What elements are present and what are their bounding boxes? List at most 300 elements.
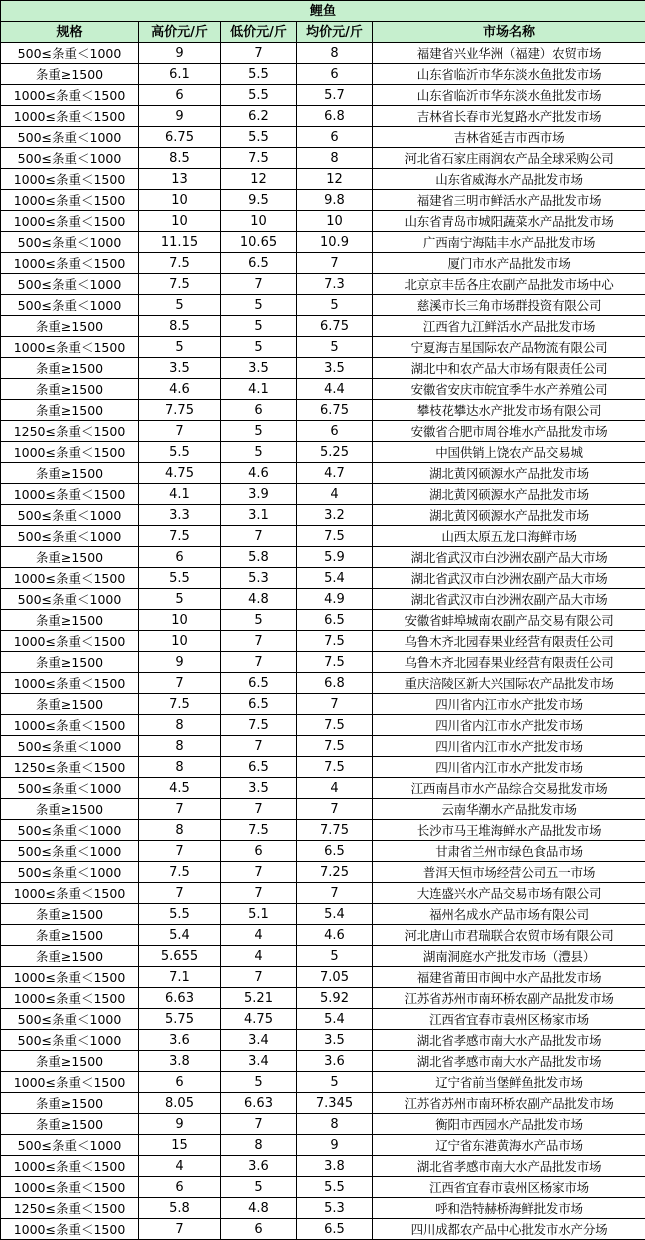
- avg-price-cell: 7.05: [297, 967, 373, 988]
- low-price-cell: 6.5: [221, 694, 297, 715]
- spec-cell: 条重≥1500: [1, 547, 139, 568]
- spec-cell: 条重≥1500: [1, 316, 139, 337]
- low-price-cell: 7: [221, 526, 297, 547]
- low-price-cell: 7.5: [221, 715, 297, 736]
- avg-price-cell: 7.75: [297, 820, 373, 841]
- spec-cell: 1000≤条重＜1500: [1, 1156, 139, 1177]
- avg-price-cell: 5: [297, 1072, 373, 1093]
- low-price-cell: 4.1: [221, 379, 297, 400]
- avg-price-cell: 4: [297, 484, 373, 505]
- high-price-cell: 7.5: [139, 694, 221, 715]
- market-name-cell: 湖北中和农产品大市场有限责任公司: [373, 358, 645, 379]
- avg-price-cell: 3.6: [297, 1051, 373, 1072]
- spec-cell: 500≤条重＜1000: [1, 1030, 139, 1051]
- market-name-cell: 湖北省武汉市白沙洲农副产品大市场: [373, 568, 645, 589]
- avg-price-cell: 7.5: [297, 652, 373, 673]
- high-price-cell: 6.75: [139, 127, 221, 148]
- high-price-cell: 6: [139, 1072, 221, 1093]
- table-row: [1, 442, 645, 463]
- high-price-cell: 3.6: [139, 1030, 221, 1051]
- high-price-cell: 5: [139, 337, 221, 358]
- table-row: [1, 589, 645, 610]
- market-name-cell: 大连盛兴水产品交易市场有限公司: [373, 883, 645, 904]
- high-price-cell: 5.655: [139, 946, 221, 967]
- low-price-cell: 5: [221, 610, 297, 631]
- market-name-cell: 山东省临沂市华东淡水鱼批发市场: [373, 64, 645, 85]
- spec-cell: 条重≥1500: [1, 64, 139, 85]
- table-row: [1, 253, 645, 274]
- market-name-cell: 衡阳市西园水产品批发市场: [373, 1114, 645, 1135]
- low-price-cell: 5.8: [221, 547, 297, 568]
- spec-cell: 500≤条重＜1000: [1, 526, 139, 547]
- high-price-cell: 7.5: [139, 862, 221, 883]
- table-row: [1, 967, 645, 988]
- high-price-cell: 7.5: [139, 253, 221, 274]
- avg-price-cell: 6: [297, 421, 373, 442]
- table-row: [1, 463, 645, 484]
- avg-price-cell: 7.5: [297, 736, 373, 757]
- market-name-cell: 乌鲁木齐北园春果业经营有限责任公司: [373, 631, 645, 652]
- market-name-cell: 厦门市水产品批发市场: [373, 253, 645, 274]
- high-price-cell: 9: [139, 106, 221, 127]
- spec-cell: 500≤条重＜1000: [1, 778, 139, 799]
- low-price-cell: 6: [221, 1219, 297, 1240]
- avg-price-cell: 3.5: [297, 1030, 373, 1051]
- high-price-cell: 7: [139, 883, 221, 904]
- avg-price-cell: 6.75: [297, 316, 373, 337]
- avg-price-cell: 3.8: [297, 1156, 373, 1177]
- low-price-cell: 6: [221, 841, 297, 862]
- spec-cell: 1000≤条重＜1500: [1, 988, 139, 1009]
- low-price-cell: 5: [221, 421, 297, 442]
- avg-price-cell: 7.25: [297, 862, 373, 883]
- spec-cell: 1250≤条重＜1500: [1, 1198, 139, 1219]
- high-price-cell: 8.5: [139, 148, 221, 169]
- spec-cell: 500≤条重＜1000: [1, 295, 139, 316]
- avg-price-cell: 9: [297, 1135, 373, 1156]
- low-price-cell: 7: [221, 43, 297, 64]
- table-row: [1, 736, 645, 757]
- spec-cell: 1000≤条重＜1500: [1, 169, 139, 190]
- table-row: [1, 652, 645, 673]
- avg-price-cell: 10: [297, 211, 373, 232]
- avg-price-cell: 4.4: [297, 379, 373, 400]
- market-name-cell: 吉林省长春市光复路水产批发市场: [373, 106, 645, 127]
- high-price-cell: 3.8: [139, 1051, 221, 1072]
- avg-price-cell: 5: [297, 337, 373, 358]
- table-row: [1, 1156, 645, 1177]
- low-price-cell: 3.4: [221, 1030, 297, 1051]
- avg-price-cell: 5.9: [297, 547, 373, 568]
- market-name-cell: 福建省莆田市闽中水产品批发市场: [373, 967, 645, 988]
- avg-price-cell: 5.4: [297, 1009, 373, 1030]
- table-row: [1, 1114, 645, 1135]
- table-row: [1, 988, 645, 1009]
- spec-cell: 1000≤条重＜1500: [1, 1177, 139, 1198]
- table-title: 鲤鱼: [1, 1, 645, 22]
- spec-cell: 500≤条重＜1000: [1, 736, 139, 757]
- high-price-cell: 8: [139, 715, 221, 736]
- avg-price-cell: 6.75: [297, 400, 373, 421]
- spec-cell: 条重≥1500: [1, 946, 139, 967]
- spec-cell: 1000≤条重＜1500: [1, 673, 139, 694]
- market-name-cell: 普洱天恒市场经营公司五一市场: [373, 862, 645, 883]
- spec-cell: 1000≤条重＜1500: [1, 967, 139, 988]
- low-price-cell: 7.5: [221, 148, 297, 169]
- low-price-cell: 7: [221, 862, 297, 883]
- table-row: [1, 1177, 645, 1198]
- spec-cell: 500≤条重＜1000: [1, 1009, 139, 1030]
- low-price-cell: 7: [221, 967, 297, 988]
- table-row: [1, 631, 645, 652]
- table-row: [1, 274, 645, 295]
- table-row: [1, 841, 645, 862]
- market-name-cell: 湖北省孝感市南大水产品批发市场: [373, 1051, 645, 1072]
- avg-price-cell: 5.7: [297, 85, 373, 106]
- high-price-cell: 10: [139, 631, 221, 652]
- low-price-cell: 5: [221, 337, 297, 358]
- spec-cell: 条重≥1500: [1, 694, 139, 715]
- market-name-cell: 重庆涪陵区新大兴国际农产品批发市场: [373, 673, 645, 694]
- column-header-avg-price: 均价元/斤: [297, 22, 373, 43]
- table-row: [1, 547, 645, 568]
- high-price-cell: 8.05: [139, 1093, 221, 1114]
- spec-cell: 1000≤条重＜1500: [1, 106, 139, 127]
- avg-price-cell: 6: [297, 64, 373, 85]
- market-name-cell: 辽宁省前当堡鲜鱼批发市场: [373, 1072, 645, 1093]
- spec-cell: 条重≥1500: [1, 1114, 139, 1135]
- avg-price-cell: 6.5: [297, 841, 373, 862]
- high-price-cell: 4.1: [139, 484, 221, 505]
- market-name-cell: 湖北黄冈硕源水产品批发市场: [373, 463, 645, 484]
- table-row: [1, 43, 645, 64]
- spec-cell: 500≤条重＜1000: [1, 43, 139, 64]
- title-row: [1, 1, 645, 22]
- avg-price-cell: 6.8: [297, 673, 373, 694]
- table-row: [1, 211, 645, 232]
- avg-price-cell: 5: [297, 295, 373, 316]
- low-price-cell: 4: [221, 925, 297, 946]
- low-price-cell: 5: [221, 1177, 297, 1198]
- table-row: [1, 64, 645, 85]
- avg-price-cell: 4.6: [297, 925, 373, 946]
- avg-price-cell: 5.5: [297, 1177, 373, 1198]
- avg-price-cell: 7.345: [297, 1093, 373, 1114]
- high-price-cell: 5: [139, 295, 221, 316]
- table-row: [1, 106, 645, 127]
- market-name-cell: 山东省威海水产品批发市场: [373, 169, 645, 190]
- low-price-cell: 7: [221, 799, 297, 820]
- high-price-cell: 7.1: [139, 967, 221, 988]
- high-price-cell: 11.15: [139, 232, 221, 253]
- avg-price-cell: 7: [297, 799, 373, 820]
- high-price-cell: 13: [139, 169, 221, 190]
- high-price-cell: 9: [139, 652, 221, 673]
- table-row: [1, 799, 645, 820]
- high-price-cell: 15: [139, 1135, 221, 1156]
- table-row: [1, 127, 645, 148]
- low-price-cell: 5.1: [221, 904, 297, 925]
- market-name-cell: 福州名成水产品市场有限公司: [373, 904, 645, 925]
- table-body: [1, 43, 645, 1240]
- spec-cell: 500≤条重＜1000: [1, 1135, 139, 1156]
- high-price-cell: 5.8: [139, 1198, 221, 1219]
- high-price-cell: 6: [139, 85, 221, 106]
- low-price-cell: 10: [221, 211, 297, 232]
- avg-price-cell: 7.5: [297, 757, 373, 778]
- table-row: [1, 1009, 645, 1030]
- market-name-cell: 乌鲁木齐北园春果业经营有限责任公司: [373, 652, 645, 673]
- market-name-cell: 安徽省安庆市皖宜季牛水产养殖公司: [373, 379, 645, 400]
- market-name-cell: 甘肃省兰州市绿色食品市场: [373, 841, 645, 862]
- market-name-cell: 云南华潮水产品批发市场: [373, 799, 645, 820]
- spec-cell: 条重≥1500: [1, 358, 139, 379]
- market-name-cell: 湖北省孝感市南大水产品批发市场: [373, 1030, 645, 1051]
- high-price-cell: 5: [139, 589, 221, 610]
- table-row: [1, 568, 645, 589]
- spec-cell: 500≤条重＜1000: [1, 232, 139, 253]
- high-price-cell: 8.5: [139, 316, 221, 337]
- table-row: [1, 1093, 645, 1114]
- market-name-cell: 慈溪市长三角市场群投资有限公司: [373, 295, 645, 316]
- spec-cell: 条重≥1500: [1, 400, 139, 421]
- market-name-cell: 江苏省苏州市南环桥农副产品批发市场: [373, 1093, 645, 1114]
- market-name-cell: 江西南昌市水产品综合交易批发市场: [373, 778, 645, 799]
- low-price-cell: 5: [221, 1072, 297, 1093]
- table-row: [1, 1198, 645, 1219]
- low-price-cell: 6.5: [221, 253, 297, 274]
- market-name-cell: 福建省三明市鲜活水产品批发市场: [373, 190, 645, 211]
- spec-cell: 1000≤条重＜1500: [1, 631, 139, 652]
- high-price-cell: 6.1: [139, 64, 221, 85]
- market-name-cell: 四川省内江市水产批发市场: [373, 736, 645, 757]
- table-row: [1, 1072, 645, 1093]
- table-row: [1, 190, 645, 211]
- spec-cell: 条重≥1500: [1, 799, 139, 820]
- spec-cell: 条重≥1500: [1, 379, 139, 400]
- spec-cell: 1000≤条重＜1500: [1, 253, 139, 274]
- table-row: [1, 337, 645, 358]
- low-price-cell: 3.6: [221, 1156, 297, 1177]
- high-price-cell: 8: [139, 736, 221, 757]
- market-name-cell: 湖北黄冈硕源水产品批发市场: [373, 484, 645, 505]
- avg-price-cell: 5.4: [297, 904, 373, 925]
- low-price-cell: 5.5: [221, 127, 297, 148]
- table-row: [1, 316, 645, 337]
- low-price-cell: 4.8: [221, 589, 297, 610]
- low-price-cell: 12: [221, 169, 297, 190]
- table-row: [1, 295, 645, 316]
- spec-cell: 1000≤条重＜1500: [1, 337, 139, 358]
- column-header-spec: 规格: [1, 22, 139, 43]
- table-row: [1, 169, 645, 190]
- table-row: [1, 148, 645, 169]
- table-row: [1, 820, 645, 841]
- spec-cell: 条重≥1500: [1, 463, 139, 484]
- avg-price-cell: 3.5: [297, 358, 373, 379]
- low-price-cell: 3.1: [221, 505, 297, 526]
- table-row: [1, 946, 645, 967]
- low-price-cell: 7: [221, 274, 297, 295]
- table-row: [1, 484, 645, 505]
- high-price-cell: 5.5: [139, 442, 221, 463]
- high-price-cell: 8: [139, 757, 221, 778]
- high-price-cell: 4.6: [139, 379, 221, 400]
- spec-cell: 1000≤条重＜1500: [1, 211, 139, 232]
- low-price-cell: 5: [221, 295, 297, 316]
- market-name-cell: 河北省石家庄雨润农产品全球采购公司: [373, 148, 645, 169]
- high-price-cell: 5.5: [139, 568, 221, 589]
- table-row: [1, 1030, 645, 1051]
- high-price-cell: 10: [139, 610, 221, 631]
- avg-price-cell: 12: [297, 169, 373, 190]
- market-name-cell: 山西太原五龙口海鲜市场: [373, 526, 645, 547]
- table-row: [1, 400, 645, 421]
- header-row: [1, 22, 645, 43]
- market-name-cell: 江西省宜春市袁州区杨家市场: [373, 1009, 645, 1030]
- low-price-cell: 5.3: [221, 568, 297, 589]
- spec-cell: 500≤条重＜1000: [1, 820, 139, 841]
- spec-cell: 500≤条重＜1000: [1, 274, 139, 295]
- table-row: [1, 358, 645, 379]
- high-price-cell: 7: [139, 1219, 221, 1240]
- avg-price-cell: 7.5: [297, 526, 373, 547]
- market-name-cell: 四川省内江市水产批发市场: [373, 694, 645, 715]
- low-price-cell: 10.65: [221, 232, 297, 253]
- low-price-cell: 5: [221, 442, 297, 463]
- high-price-cell: 7.75: [139, 400, 221, 421]
- spec-cell: 500≤条重＜1000: [1, 127, 139, 148]
- avg-price-cell: 7.5: [297, 715, 373, 736]
- table-row: [1, 379, 645, 400]
- spec-cell: 1000≤条重＜1500: [1, 1219, 139, 1240]
- avg-price-cell: 4.9: [297, 589, 373, 610]
- high-price-cell: 6: [139, 547, 221, 568]
- avg-price-cell: 4.7: [297, 463, 373, 484]
- low-price-cell: 3.5: [221, 358, 297, 379]
- low-price-cell: 7.5: [221, 820, 297, 841]
- spec-cell: 1000≤条重＜1500: [1, 1072, 139, 1093]
- low-price-cell: 7: [221, 631, 297, 652]
- low-price-cell: 5: [221, 316, 297, 337]
- market-name-cell: 攀枝花攀达水产批发市场有限公司: [373, 400, 645, 421]
- market-name-cell: 江苏省苏州市南环桥农副产品批发市场: [373, 988, 645, 1009]
- table-row: [1, 1219, 645, 1240]
- table-row: [1, 883, 645, 904]
- avg-price-cell: 5.25: [297, 442, 373, 463]
- table-row: [1, 526, 645, 547]
- market-name-cell: 中国供销上饶农产品交易城: [373, 442, 645, 463]
- market-name-cell: 辽宁省东港黄海水产品市场: [373, 1135, 645, 1156]
- low-price-cell: 5.5: [221, 64, 297, 85]
- spec-cell: 条重≥1500: [1, 904, 139, 925]
- market-name-cell: 湖北省武汉市白沙洲农副产品大市场: [373, 589, 645, 610]
- avg-price-cell: 7.5: [297, 631, 373, 652]
- spec-cell: 1000≤条重＜1500: [1, 715, 139, 736]
- avg-price-cell: 7: [297, 694, 373, 715]
- table-row: [1, 694, 645, 715]
- spec-cell: 500≤条重＜1000: [1, 862, 139, 883]
- low-price-cell: 6.5: [221, 673, 297, 694]
- avg-price-cell: 6.8: [297, 106, 373, 127]
- low-price-cell: 4.6: [221, 463, 297, 484]
- avg-price-cell: 9.8: [297, 190, 373, 211]
- low-price-cell: 3.9: [221, 484, 297, 505]
- market-name-cell: 山东省临沂市华东淡水鱼批发市场: [373, 85, 645, 106]
- spec-cell: 1250≤条重＜1500: [1, 421, 139, 442]
- market-name-cell: 宁夏海吉星国际农产品物流有限公司: [373, 337, 645, 358]
- low-price-cell: 9.5: [221, 190, 297, 211]
- market-name-cell: 广西南宁海陆丰水产品批发市场: [373, 232, 645, 253]
- market-name-cell: 湖南洞庭水产批发市场（澧县）: [373, 946, 645, 967]
- high-price-cell: 7: [139, 673, 221, 694]
- table-row: [1, 925, 645, 946]
- low-price-cell: 6.5: [221, 757, 297, 778]
- market-name-cell: 安徽省合肥市周谷堆水产品批发市场: [373, 421, 645, 442]
- high-price-cell: 5.5: [139, 904, 221, 925]
- market-name-cell: 福建省兴业华洲（福建）农贸市场: [373, 43, 645, 64]
- low-price-cell: 7: [221, 883, 297, 904]
- market-name-cell: 四川成都农产品中心批发市水产分场: [373, 1219, 645, 1240]
- avg-price-cell: 8: [297, 1114, 373, 1135]
- high-price-cell: 4.5: [139, 778, 221, 799]
- avg-price-cell: 7: [297, 253, 373, 274]
- spec-cell: 1000≤条重＜1500: [1, 442, 139, 463]
- high-price-cell: 8: [139, 820, 221, 841]
- high-price-cell: 7: [139, 421, 221, 442]
- market-name-cell: 江西省九江鲜活水产品批发市场: [373, 316, 645, 337]
- table-row: [1, 1051, 645, 1072]
- table-row: [1, 673, 645, 694]
- market-name-cell: 江西省宜春市袁州区杨家市场: [373, 1177, 645, 1198]
- high-price-cell: 4.75: [139, 463, 221, 484]
- table-row: [1, 904, 645, 925]
- table-row: [1, 778, 645, 799]
- high-price-cell: 9: [139, 1114, 221, 1135]
- table-row: [1, 715, 645, 736]
- avg-price-cell: 5.4: [297, 568, 373, 589]
- table-row: [1, 505, 645, 526]
- column-header-high-price: 高价元/斤: [139, 22, 221, 43]
- avg-price-cell: 10.9: [297, 232, 373, 253]
- market-name-cell: 山东省青岛市城阳蔬菜水产品批发市场: [373, 211, 645, 232]
- low-price-cell: 4.75: [221, 1009, 297, 1030]
- low-price-cell: 6.63: [221, 1093, 297, 1114]
- avg-price-cell: 5: [297, 946, 373, 967]
- column-header-low-price: 低价元/斤: [221, 22, 297, 43]
- high-price-cell: 7: [139, 841, 221, 862]
- low-price-cell: 5.21: [221, 988, 297, 1009]
- market-name-cell: 长沙市马王堆海鲜水产品批发市场: [373, 820, 645, 841]
- high-price-cell: 10: [139, 211, 221, 232]
- avg-price-cell: 6.5: [297, 610, 373, 631]
- high-price-cell: 9: [139, 43, 221, 64]
- spec-cell: 条重≥1500: [1, 925, 139, 946]
- high-price-cell: 5.4: [139, 925, 221, 946]
- spec-cell: 500≤条重＜1000: [1, 505, 139, 526]
- avg-price-cell: 3.2: [297, 505, 373, 526]
- low-price-cell: 5.5: [221, 85, 297, 106]
- market-name-cell: 吉林省延吉市西市场: [373, 127, 645, 148]
- spec-cell: 1250≤条重＜1500: [1, 757, 139, 778]
- table-row: [1, 757, 645, 778]
- low-price-cell: 6.2: [221, 106, 297, 127]
- market-name-cell: 河北唐山市君瑞联合农贸市场有限公司: [373, 925, 645, 946]
- spec-cell: 条重≥1500: [1, 1093, 139, 1114]
- low-price-cell: 3.5: [221, 778, 297, 799]
- high-price-cell: 7.5: [139, 274, 221, 295]
- market-name-cell: 湖北省武汉市白沙洲农副产品大市场: [373, 547, 645, 568]
